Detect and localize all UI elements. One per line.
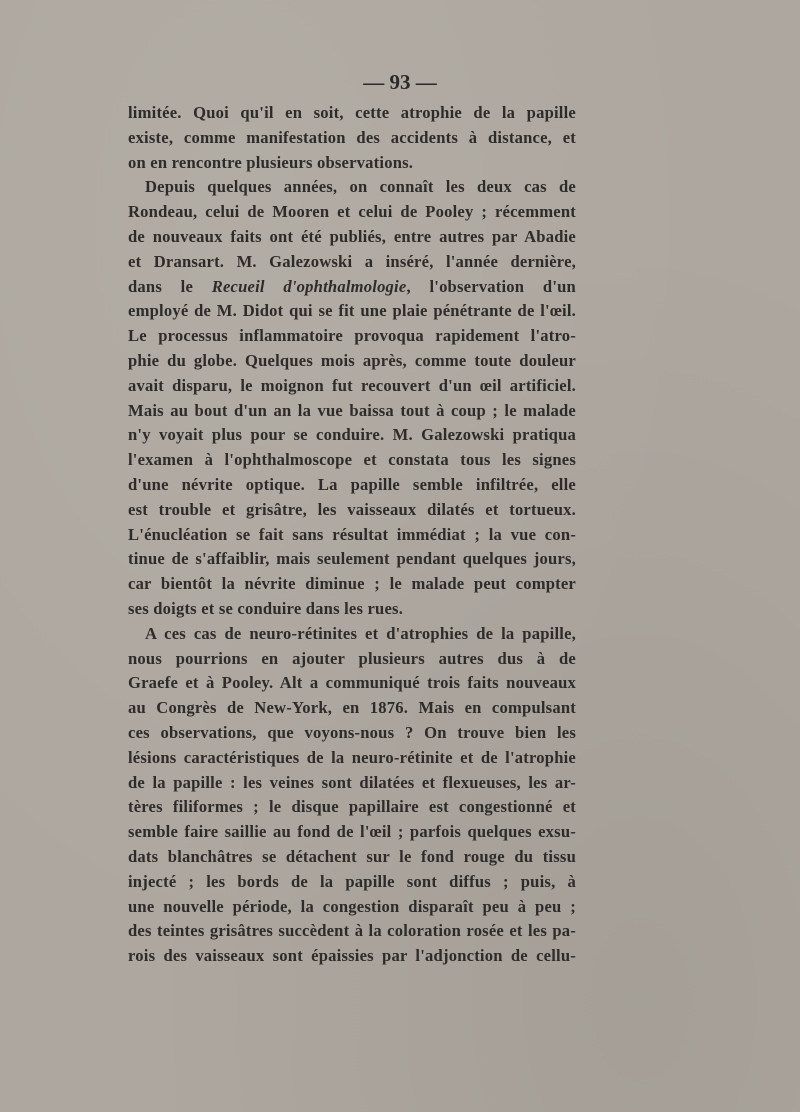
text-line: on en rencontre plusieurs observations. [128,152,414,172]
text-line: ces observations, que voyons-nous ? On trouve bien les [128,722,576,742]
italic-title: Recueil d'ophthalmologie [211,276,407,296]
text-line: existe, comme manifestation des accidents à distance, et [128,127,576,147]
text-line: avait disparu, le moignon fut recouvert d'un œil artificiel. [128,375,576,395]
text-line: d'une névrite optique. La papille semble infiltrée, elle [128,474,576,494]
text-line: n'y voyait plus pour se conduire. M. Galezowski pratiqua [128,425,576,445]
text-line: phie du globe. Quelques mois après, comme toute douleur [128,350,576,370]
text-line: de la papille : les veines sont dilatées et flexueuses, les ar- [128,772,576,792]
text-line: semble faire saillie au fond de l'œil ; parfois quelques exsu- [128,822,576,842]
text-line: A ces cas de neuro-rétinites et d'atrophies de la papille, [145,623,576,643]
text-line: rois des vaisseaux sont épaissies par l'adjonction de cellu- [128,946,576,966]
text-line: est trouble et grisâtre, les vaisseaux dilatés et tortueux. [128,499,576,519]
page-number: — 93 — [363,70,437,94]
text-line: des teintes grisâtres succèdent à la coloration rosée et les pa- [128,921,576,941]
text-line: Depuis quelques années, on connaît les deux cas de [145,177,576,197]
text-line: injecté ; les bords de la papille sont diffus ; puis, à [128,871,576,891]
text-line: nous pourrions en ajouter plusieurs autres dus à de [128,648,576,668]
body-text [128,101,576,969]
text-line: de nouveaux faits ont été publiés, entre autres par Abadie [128,226,576,246]
text-line: car bientôt la névrite diminue ; le malade peut compter [128,574,576,594]
text-line: et Dransart. M. Galezowski a inséré, l'année dernière, [128,251,576,271]
text-line: Graefe et à Pooley. Alt a communiqué trois faits nouveaux [128,673,576,693]
text-line: tinue de s'affaiblir, mais seulement pendant quelques jours, [128,549,576,569]
text-line: au Congrès de New-York, en 1876. Mais en compulsant [128,698,576,718]
text-line: ses doigts et se conduire dans les rues. [128,598,404,618]
text-line: tères filiformes ; le disque papillaire est congestionné et [128,797,576,817]
text-line: limitée. Quoi qu'il en soit, cette atrophie de la papille [128,103,576,122]
text-line: une nouvelle période, la congestion disparaît peu à peu ; [128,896,576,916]
text-line: employé de M. Didot qui se fit une plaie pénétrante de l'œil. [128,301,576,321]
text-line: L'énucléation se fait sans résultat immédiat ; la vue con- [128,524,576,544]
text-line: dans le Recueil d'ophthalmologie, l'observation d'un [128,276,576,296]
text-line: Mais au bout d'un an la vue baissa tout à coup ; le malade [128,400,576,420]
text-line: l'examen à l'ophthalmoscope et constata tous les signes [128,450,576,470]
text-line: lésions caractéristiques de la neuro-rétinite et de l'atrophie [128,747,576,767]
text-line: Rondeau, celui de Mooren et celui de Pooley ; récemment [128,202,576,222]
text-line: dats blanchâtres se détachent sur le fond rouge du tissu [128,846,576,866]
text-line: Le processus inflammatoire provoqua rapidement l'atro- [128,326,576,346]
